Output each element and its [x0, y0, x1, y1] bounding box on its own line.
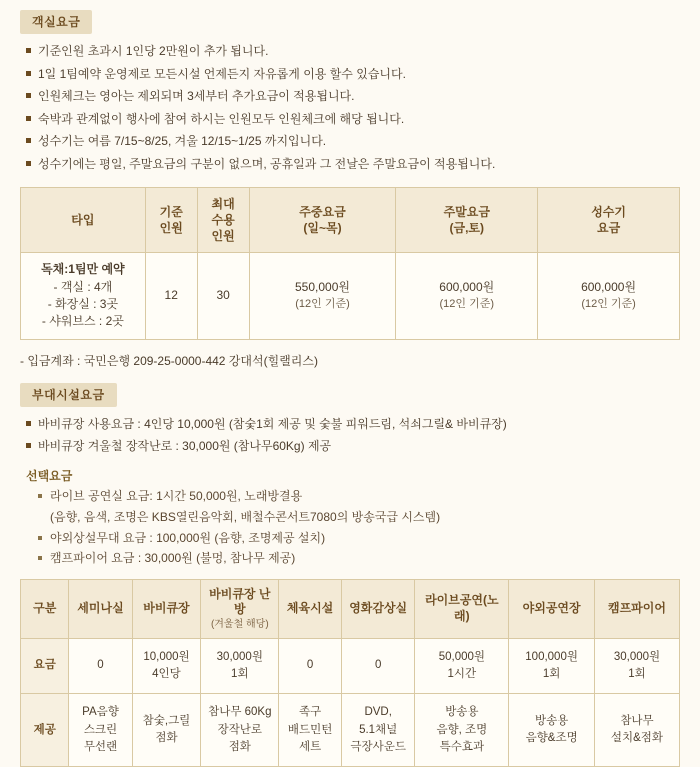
col-movie-room: 영화감상실 [341, 579, 414, 638]
table-header-row [21, 579, 680, 638]
bank-account-line: - 입금계좌 : 국민은행 209-25-0000-442 강대석(힐랠리스) [20, 353, 318, 368]
cell-weekend-price: 600,000원 (12인 기준) [396, 253, 538, 340]
cell-price-bbq-heating: 30,000원 1회 [201, 638, 279, 694]
room-section-header [0, 0, 700, 34]
list-item: 기준인원 초과시 1인당 2만원이 추가 됩니다. [26, 44, 700, 60]
list-item: 1일 1팀예약 운영제로 모든시설 언제든지 자유롭게 이용 할수 있습니다. [26, 67, 700, 83]
col-weekend-price: 주말요금 (금,토) [396, 187, 538, 253]
col-campfire: 캠프파이어 [594, 579, 679, 638]
col-bbq-heating: 바비큐장 난방 (겨울철 해당) [201, 579, 279, 638]
room-price-table [20, 187, 680, 340]
cell-room-type [21, 253, 146, 340]
cell-base-people: 12 [145, 253, 197, 340]
cell-weekday-price: 550,000원 (12인 기준) [249, 253, 396, 340]
list-item: 숙박과 관계없이 행사에 참여 하시는 인원모두 인원체크에 해당 됩니다. [26, 112, 700, 128]
room-type-line: - 객실 : 4개 [53, 279, 113, 294]
facility-price-table [20, 579, 680, 767]
cell-price-live: 50,000원 1시간 [415, 638, 509, 694]
list-item: 캠프파이어 요금 : 30,000원 (불멍, 참나무 제공) [38, 551, 700, 567]
table-row [21, 253, 680, 340]
table-row-price [21, 638, 680, 694]
col-weekday-price: 주중요금 (일~목) [249, 187, 396, 253]
cell-provided-seminar: PA음향 스크린 무선랜 [69, 694, 132, 767]
list-item: 바비큐장 사용요금 : 4인당 10,000원 (참숯1회 제공 및 숯불 피워드림, 석쇠그릴& 바비큐장) [26, 417, 700, 433]
list-item: 성수기는 여름 7/15~8/25, 겨울 12/15~1/25 까지입니다. [26, 134, 700, 150]
col-live-performance: 라이브공연(노래) [415, 579, 509, 638]
cell-provided-movie: DVD, 5.1채널 극장사운드 [341, 694, 414, 767]
list-item: 인원체크는 영아는 제외되며 3세부터 추가요금이 적용됩니다. [26, 89, 700, 105]
option-list-bottom [0, 531, 700, 566]
cell-provided-outdoor: 방송용 음향&조명 [509, 694, 595, 767]
room-type-line: - 샤워브스 : 2곳 [41, 314, 124, 329]
list-item: 야외상설무대 요금 : 100,000원 (음향, 조명제공 설치) [38, 531, 700, 547]
col-seminar-room: 세미나실 [69, 579, 132, 638]
option-price-heading: 선택요금 [26, 468, 73, 483]
col-peak-price: 성수기 요금 [538, 187, 680, 253]
option-list-top [0, 489, 700, 505]
list-item: 라이브 공연실 요금: 1시간 50,000원, 노래방결용 [38, 489, 700, 505]
row-label-provided: 제공 [21, 694, 69, 767]
facility-price-table-wrap [0, 579, 700, 767]
col-division: 구분 [21, 579, 69, 638]
col-bbq: 바비큐장 [132, 579, 201, 638]
facility-section-title: 부대시설요금 [20, 383, 117, 407]
table-header-row [21, 187, 680, 253]
list-item: 바비큐장 겨울철 장작난로 : 30,000원 (참나무60Kg) 제공 [26, 439, 700, 455]
option-equipment-note: (음향, 음색, 조명은 KBS열린음악회, 배철수콘서트7080의 방송국급 시스템) [50, 510, 441, 525]
room-type-title: 독채:1팀만 예약 [41, 262, 125, 277]
cell-provided-bbq-heating: 참나무 60Kg 장작난로 점화 [201, 694, 279, 767]
row-label-price: 요금 [21, 638, 69, 694]
col-outdoor-stage: 야외공연장 [509, 579, 595, 638]
cell-price-sports: 0 [279, 638, 342, 694]
cell-price-movie: 0 [341, 638, 414, 694]
cell-price-seminar: 0 [69, 638, 132, 694]
cell-max-people: 30 [197, 253, 249, 340]
cell-provided-live: 방송용 음향, 조명 특수효과 [415, 694, 509, 767]
col-type: 타입 [21, 187, 146, 253]
table-row-provided [21, 694, 680, 767]
cell-provided-bbq: 참숯,그릴 점화 [132, 694, 201, 767]
cell-provided-campfire: 참나무 설치&점화 [594, 694, 679, 767]
cell-provided-sports: 족구 배드민턴 세트 [279, 694, 342, 767]
facility-notes-list [0, 417, 700, 455]
cell-price-campfire: 30,000원 1회 [594, 638, 679, 694]
room-type-line: - 화장실 : 3곳 [47, 296, 119, 311]
col-max-people: 최대 수용 인원 [197, 187, 249, 253]
room-notes-list [0, 44, 700, 173]
list-item: 성수기에는 평일, 주말요금의 구분이 없으며, 공휴일과 그 전날은 주말요금이 적용됩니다. [26, 157, 700, 173]
room-price-table-wrap [0, 187, 700, 340]
cell-price-bbq: 10,000원 4인당 [132, 638, 201, 694]
col-base-people: 기준 인원 [145, 187, 197, 253]
cell-peak-price: 600,000원 (12인 기준) [538, 253, 680, 340]
facility-section-header [0, 383, 700, 407]
room-section-title: 객실요금 [20, 10, 92, 34]
col-sports: 체육시설 [279, 579, 342, 638]
cell-price-outdoor: 100,000원 1회 [509, 638, 595, 694]
